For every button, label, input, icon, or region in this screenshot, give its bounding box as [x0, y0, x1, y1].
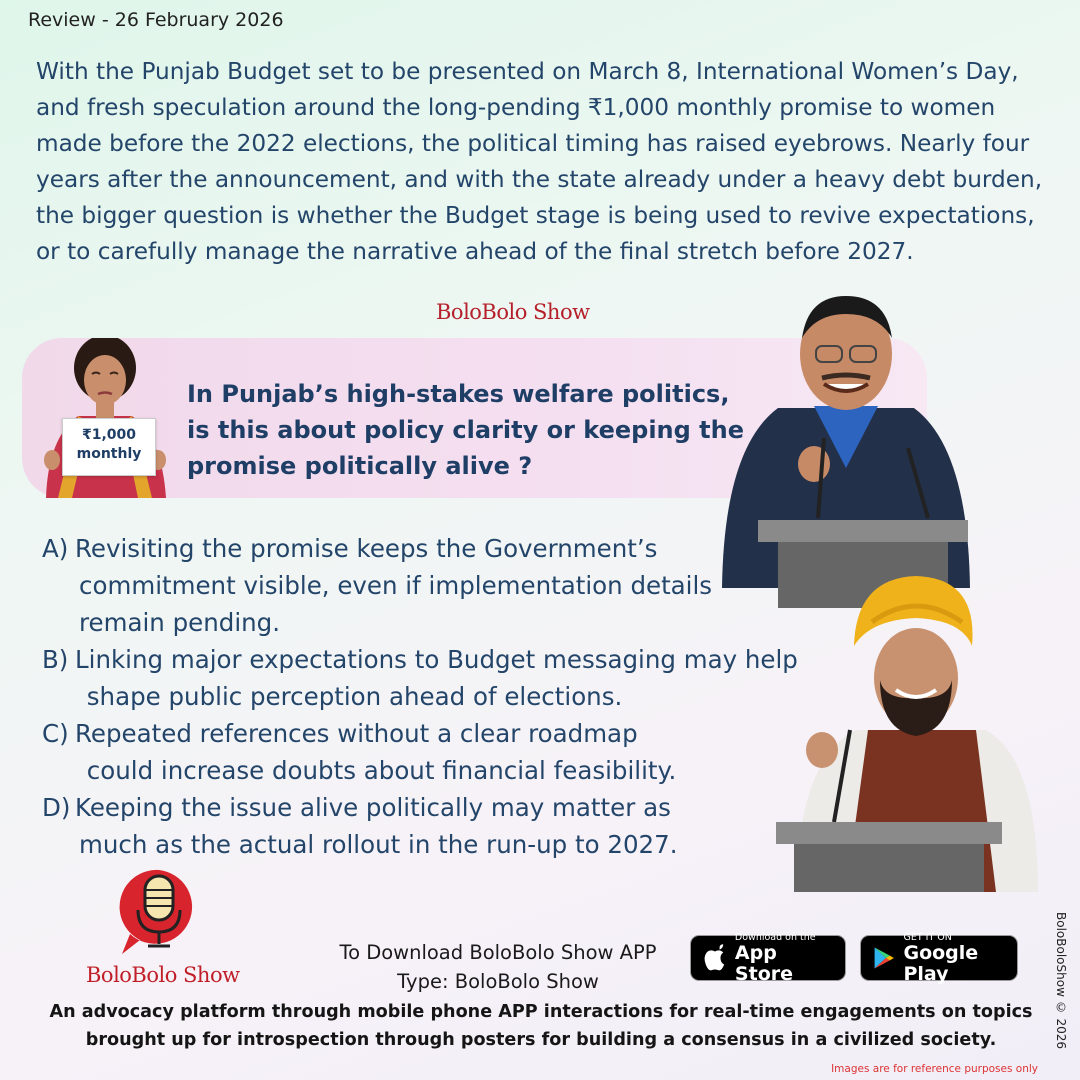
question-text: In Punjab’s high-stakes welfare politics, is this about policy clarity or keeping the promise politically alive ?: [187, 380, 745, 480]
app-store-button[interactable]: [690, 931, 846, 985]
option-line: Linking major expectations to Budget messaging may help: [75, 645, 798, 674]
google-play-icon: [873, 943, 895, 973]
brand-logo-text: BoloBolo Show: [86, 963, 240, 987]
google-play-button[interactable]: [860, 931, 1018, 985]
option-line: remain pending.: [79, 608, 280, 637]
download-instructions: [333, 938, 663, 996]
app-store-label: App Store: [734, 941, 793, 985]
google-play-small-text: GET IT ON: [903, 931, 952, 943]
placard: [62, 418, 156, 476]
option-d[interactable]: [42, 789, 842, 863]
option-b[interactable]: [42, 641, 842, 715]
intro-paragraph: With the Punjab Budget set to be presented on March 8, International Women’s Day, and fresh speculation around the long-pending ₹1,000 monthly promise to women made before the 2022 elections, the political timing has raised eyebrows. Nearly four years after the announcement, and with the state already under a heavy debt burden, the bigger question is whether the Budget stage is being used to revive expectations, or to carefully manage the narrative ahead of the final stretch before 2027.: [36, 58, 1043, 265]
review-date: Review - 26 February 2026: [28, 9, 284, 31]
microphone-logo-icon: [118, 866, 200, 962]
option-line: Revisiting the promise keeps the Government’s: [75, 534, 658, 563]
image-disclaimer: Images are for reference purposes only: [831, 1063, 1038, 1075]
option-line: shape public perception ahead of elections.: [79, 682, 623, 711]
option-letter: A): [42, 534, 69, 563]
option-letter: C): [42, 719, 69, 748]
option-line: could increase doubts about financial feasibility.: [79, 756, 677, 785]
option-a[interactable]: [42, 530, 842, 641]
brand-wordmark: BoloBolo Show: [436, 300, 590, 324]
option-c[interactable]: [42, 715, 842, 789]
option-line: Keeping the issue alive politically may matter as: [75, 793, 671, 822]
download-line-2: Type: BoloBolo Show: [397, 970, 599, 993]
placard-label: monthly: [76, 446, 142, 462]
apple-icon: [703, 943, 727, 973]
app-store-small-text: Download on the: [734, 931, 816, 943]
placard-amount: ₹1,000: [81, 427, 137, 443]
option-letter: D): [42, 793, 71, 822]
option-line: commitment visible, even if implementation details: [79, 571, 713, 600]
platform-tagline: An advocacy platform through mobile phone APP interactions for real-time engagements on topics brought up for introspection through posters for building a consensus in a civilized society.: [49, 1002, 1033, 1050]
option-letter: B): [42, 645, 69, 674]
google-play-label: Google Play: [903, 941, 979, 985]
option-line: Repeated references without a clear roadmap: [75, 719, 638, 748]
download-line-1: To Download BoloBolo Show APP: [339, 941, 657, 964]
options-list: [42, 530, 842, 863]
option-line: much as the actual rollout in the run-up to 2027.: [79, 830, 678, 859]
copyright-notice: BoloBoloShow © 2026: [1054, 912, 1068, 1050]
